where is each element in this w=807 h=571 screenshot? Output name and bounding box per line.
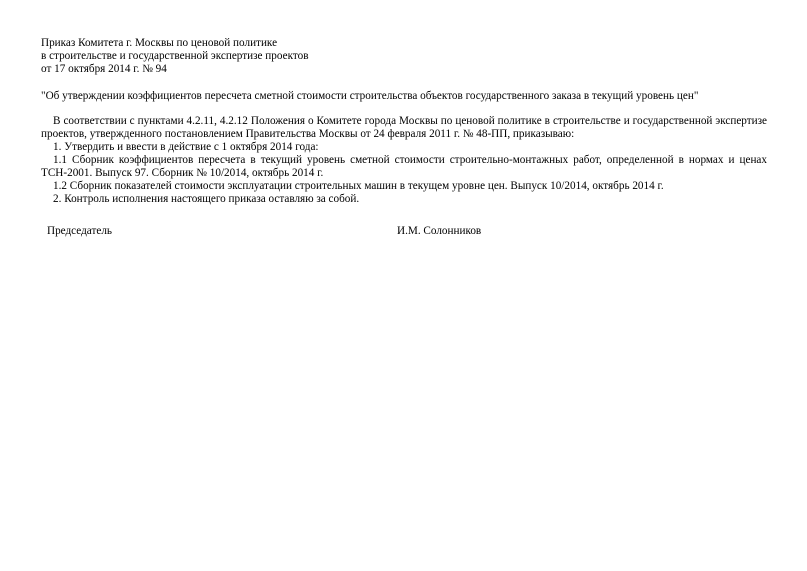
signature-role: Председатель (47, 225, 113, 237)
header-line-issuer: Приказ Комитета г. Москвы по ценовой политике (41, 37, 278, 49)
paragraph-item-1-1: 1.1 Сборник коэффициентов пересчета в текущий уровень сметной стоимости строительно-монтажных работ, определенной в нормах и ценах ТСН-2001. Выпуск 97. Сборник № 10/2014, октябрь 2014 г. (41, 154, 767, 179)
document-header (41, 37, 741, 76)
paragraph-item-1-2: 1.2 Сборник показателей стоимости эксплуатации строительных машин в текущем уровне цен. Выпуск 10/2014, октябрь 2014 г. (53, 180, 664, 192)
paragraph-item-1: 1. Утвердить и ввести в действие с 1 октября 2014 года: (53, 141, 319, 153)
signature-name: И.М. Солонников (397, 225, 482, 237)
header-line-department: в строительстве и государственной экспертизе проектов (41, 50, 309, 62)
paragraph-preamble: В соответствии с пунктами 4.2.11, 4.2.12 Положения о Комитете города Москвы по ценовой политике в строительстве и государственной экспертизе проектов, утвержденного постановлением Правительства Москвы от 24 февраля 2011 г. № 48-ПП, приказываю: (41, 115, 767, 140)
document-body (41, 115, 767, 206)
paragraph-item-2: 2. Контроль исполнения настоящего приказа оставляю за собой. (53, 193, 360, 205)
header-line-date: от 17 октября 2014 г. № 94 (41, 63, 167, 75)
document-title: "Об утверждении коэффициентов пересчета сметной стоимости строительства объектов государственного заказа в текущий уровень цен" (41, 90, 699, 102)
